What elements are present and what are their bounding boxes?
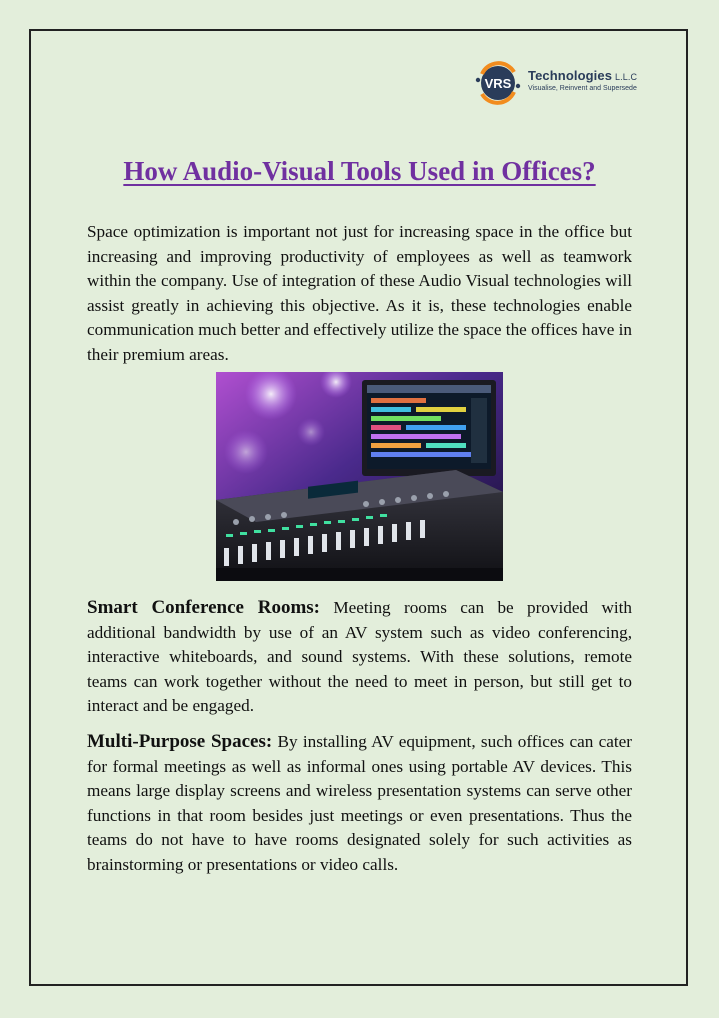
logo-company-name: Technologies <box>528 68 613 83</box>
logo-tagline: Visualise, Reinvent and Supersede <box>528 85 637 92</box>
intro-paragraph: Space optimization is important not just for increasing space in the office but increasing and improving productivity of employees as well as teamwork within the company. Use of integration of these Audio Visual technologies will assist greatly in achieving this objective. As it is, these technologies enable communication much better and effectively utilize the space the offices have in their premium areas. <box>87 222 632 364</box>
section-multi-purpose-spaces <box>87 730 632 877</box>
mixer-illustration <box>216 372 503 581</box>
section-body: By installing AV equipment, such offices can cater for formal meetings as well as informal ones using portable AV devices. This means large display screens and wireless presentation systems can serve other functions in that room besides just meetings or even presentations. Thus the teams do not have to have rooms designated solely for such activities as brainstorming or presentations or video calls. <box>87 732 633 874</box>
logo-company-suffix: L.L.C <box>615 72 638 82</box>
logo-initials: VRS <box>484 76 512 91</box>
audio-mixer-photo <box>216 372 503 581</box>
vrs-logo-mark <box>472 60 528 106</box>
section-smart-conference-rooms <box>87 596 632 719</box>
section-heading: Smart Conference Rooms: <box>87 597 321 618</box>
company-logo <box>472 60 642 106</box>
section-body: Meeting rooms can be provided with additional bandwidth by use of an AV system such as video conferencing, interactive whiteboards, and sound systems. With these solutions, remote teams can work together without the need to meet in person, but still get to interact and be engaged. <box>87 598 633 715</box>
section-heading: Multi-Purpose Spaces: <box>87 731 273 752</box>
page-title: How Audio-Visual Tools Used in Offices? <box>123 156 596 186</box>
